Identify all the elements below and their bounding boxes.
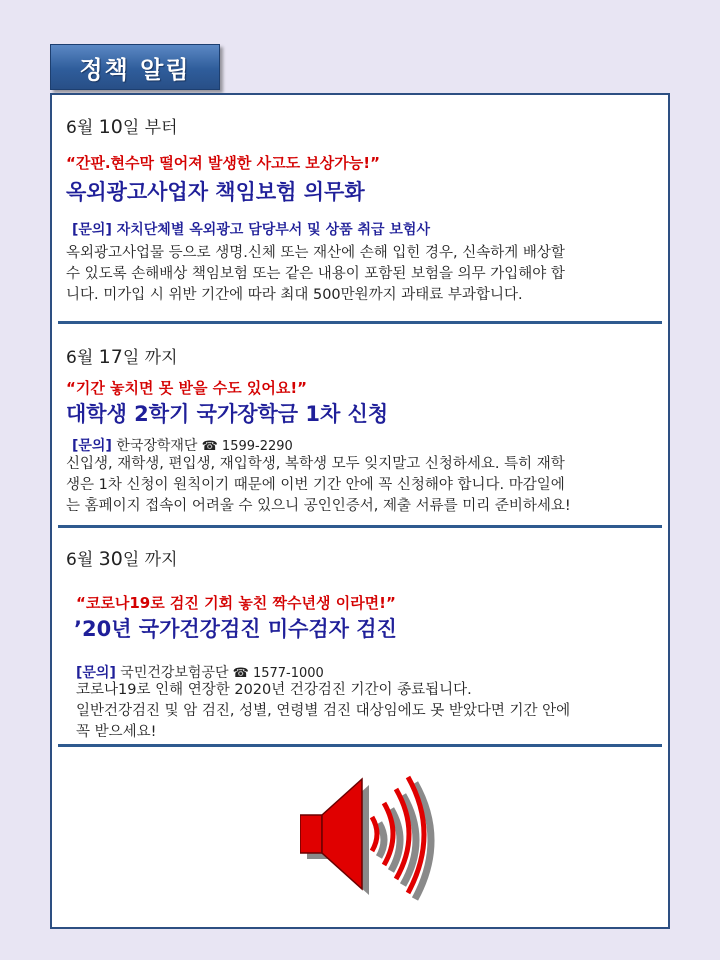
inquiry-tag: [문의] bbox=[72, 222, 112, 238]
notice-quote: “코로나19로 검진 기회 놓친 짝수년생 이라면!” bbox=[76, 594, 396, 612]
inquiry-tag: [문의] bbox=[72, 438, 112, 454]
inquiry-text: 국민건강보험공단 bbox=[115, 665, 229, 681]
notice-body: 옥외광고사업물 등으로 생명.신체 또는 재산에 손해 입힌 경우, 신속하게 배상할 수 있도록 손해배상 책임보험 또는 같은 내용이 포함된 보험을 의무 가입해야 합 니다. 미가입 시 위반 기간에 따라 최대 500만원까지 과태료 부과합니다. bbox=[66, 245, 565, 303]
inquiry-text: 한국장학재단 bbox=[111, 438, 198, 454]
section-title: 정책 알림 bbox=[50, 44, 220, 90]
phone-number: ☎ 1599-2290 bbox=[197, 439, 293, 454]
notice-item bbox=[52, 95, 668, 325]
phone-number: ☎ 1577-1000 bbox=[228, 666, 324, 681]
notice-quote: “간판.현수막 떨어져 발생한 사고도 보상가능!” bbox=[66, 154, 380, 172]
notice-inquiry bbox=[72, 219, 430, 239]
notice-date: 6월 10일 부터 bbox=[66, 116, 178, 138]
notice-inquiry bbox=[72, 435, 293, 455]
notice-date: 6월 30일 까지 bbox=[66, 548, 178, 570]
notice-quote: “기간 놓치면 못 받을 수도 있어요!” bbox=[66, 379, 308, 397]
speaker-icon bbox=[300, 775, 440, 919]
notice-item bbox=[52, 529, 668, 749]
divider bbox=[58, 744, 662, 747]
notice-headline: ’20년 국가건강검진 미수검자 검진 bbox=[74, 617, 397, 641]
notice-item bbox=[52, 325, 668, 525]
notice-headline: 대학생 2학기 국가장학금 1차 신청 bbox=[66, 402, 389, 426]
notice-headline: 옥외광고사업자 책임보험 의무화 bbox=[66, 180, 365, 204]
divider bbox=[58, 321, 662, 324]
divider bbox=[58, 525, 662, 528]
notice-date: 6월 17일 까지 bbox=[66, 346, 178, 368]
notice-inquiry bbox=[76, 662, 324, 682]
inquiry-tag: [문의] bbox=[76, 665, 116, 681]
notice-body: 신입생, 재학생, 편입생, 재입학생, 복학생 모두 잊지말고 신청하세요. 특히 재학 생은 1차 신청이 원칙이기 때문에 이번 기간 안에 꼭 신청해야 합니다. 마감일에 는 홈페이지 접속이 어려울 수 있으니 공인인증서, 제출 서류를 미리 준비하세요! bbox=[66, 456, 571, 514]
inquiry-text: 자치단체별 옥외광고 담당부서 및 상품 취급 보험사 bbox=[111, 222, 430, 238]
notice-body: 코로나19로 인해 연장한 2020년 건강검진 기간이 종료됩니다. 일반건강검진 및 암 검진, 성별, 연령별 검진 대상임에도 못 받았다면 기간 안에 꼭 받으세요! bbox=[76, 682, 571, 740]
